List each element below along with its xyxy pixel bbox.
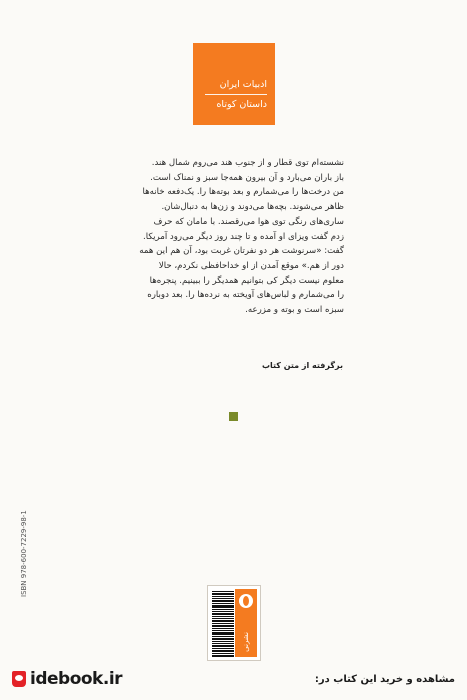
bookmark-icon	[12, 671, 26, 687]
watermark-bar[interactable]	[12, 665, 455, 693]
excerpt-line: ساری‌های رنگی توی هوا می‌رقصند. با مامان که حرف	[153, 216, 344, 227]
watermark-text: مشاهده و خرید این کتاب در:	[314, 673, 455, 685]
leaf-icon	[239, 594, 253, 608]
excerpt-line: من درخت‌ها را می‌شمارم و بعد بوته‌ها را. یک‌دفعه خانه‌ها	[142, 187, 344, 198]
excerpt-line: ظاهر می‌شوند. بچه‌ها می‌دوند و زن‌ها به دنبال‌شان.	[161, 202, 344, 213]
excerpt-source: برگرفته از متن کتاب	[261, 361, 343, 370]
publisher-name: نشرنی	[242, 632, 250, 652]
excerpt-line: معلوم نیست دیگر کی بتوانیم همدیگر را ببینیم. پنجره‌ها	[149, 275, 344, 286]
series-label-top: ادبیات ایران	[219, 79, 267, 90]
excerpt-line: زدم گفت ویزای او آمده و تا چند روز دیگر می‌رود آمریکا.	[142, 231, 344, 242]
watermark-site: idebook.ir	[30, 669, 123, 689]
excerpt-line: دور از هم.» موقع آمدن از او خداحافظی نکردم، حالا	[158, 260, 344, 271]
series-label-bottom: داستان کوتاه	[216, 99, 267, 110]
excerpt-line: را می‌شمارم و لباس‌های آویخته به نرده‌ها را. بعد دوباره	[147, 290, 344, 301]
decorative-square	[229, 412, 238, 421]
book-excerpt	[122, 156, 344, 318]
excerpt-line: گفت: «سرنوشت هر دو نفرتان غربت بود، آن هم این همه	[139, 246, 344, 257]
barcode	[211, 589, 235, 659]
excerpt-line: باز باران می‌بارد و آن بیرون همه‌جا سبز و نمناک است.	[150, 172, 344, 183]
isbn-vertical: ISBN 978-600-7229-98-1	[20, 510, 28, 597]
publisher-logo	[235, 589, 257, 657]
series-divider	[205, 94, 267, 95]
barcode-publisher-block	[207, 585, 261, 661]
series-label-box	[193, 43, 275, 125]
excerpt-line: نشسته‌ام توی قطار و از جنوب هند می‌روم شمال هند.	[151, 158, 344, 168]
excerpt-line: سبزه است و بوته و مزرعه.	[245, 305, 344, 316]
watermark-brand[interactable]	[12, 669, 122, 689]
